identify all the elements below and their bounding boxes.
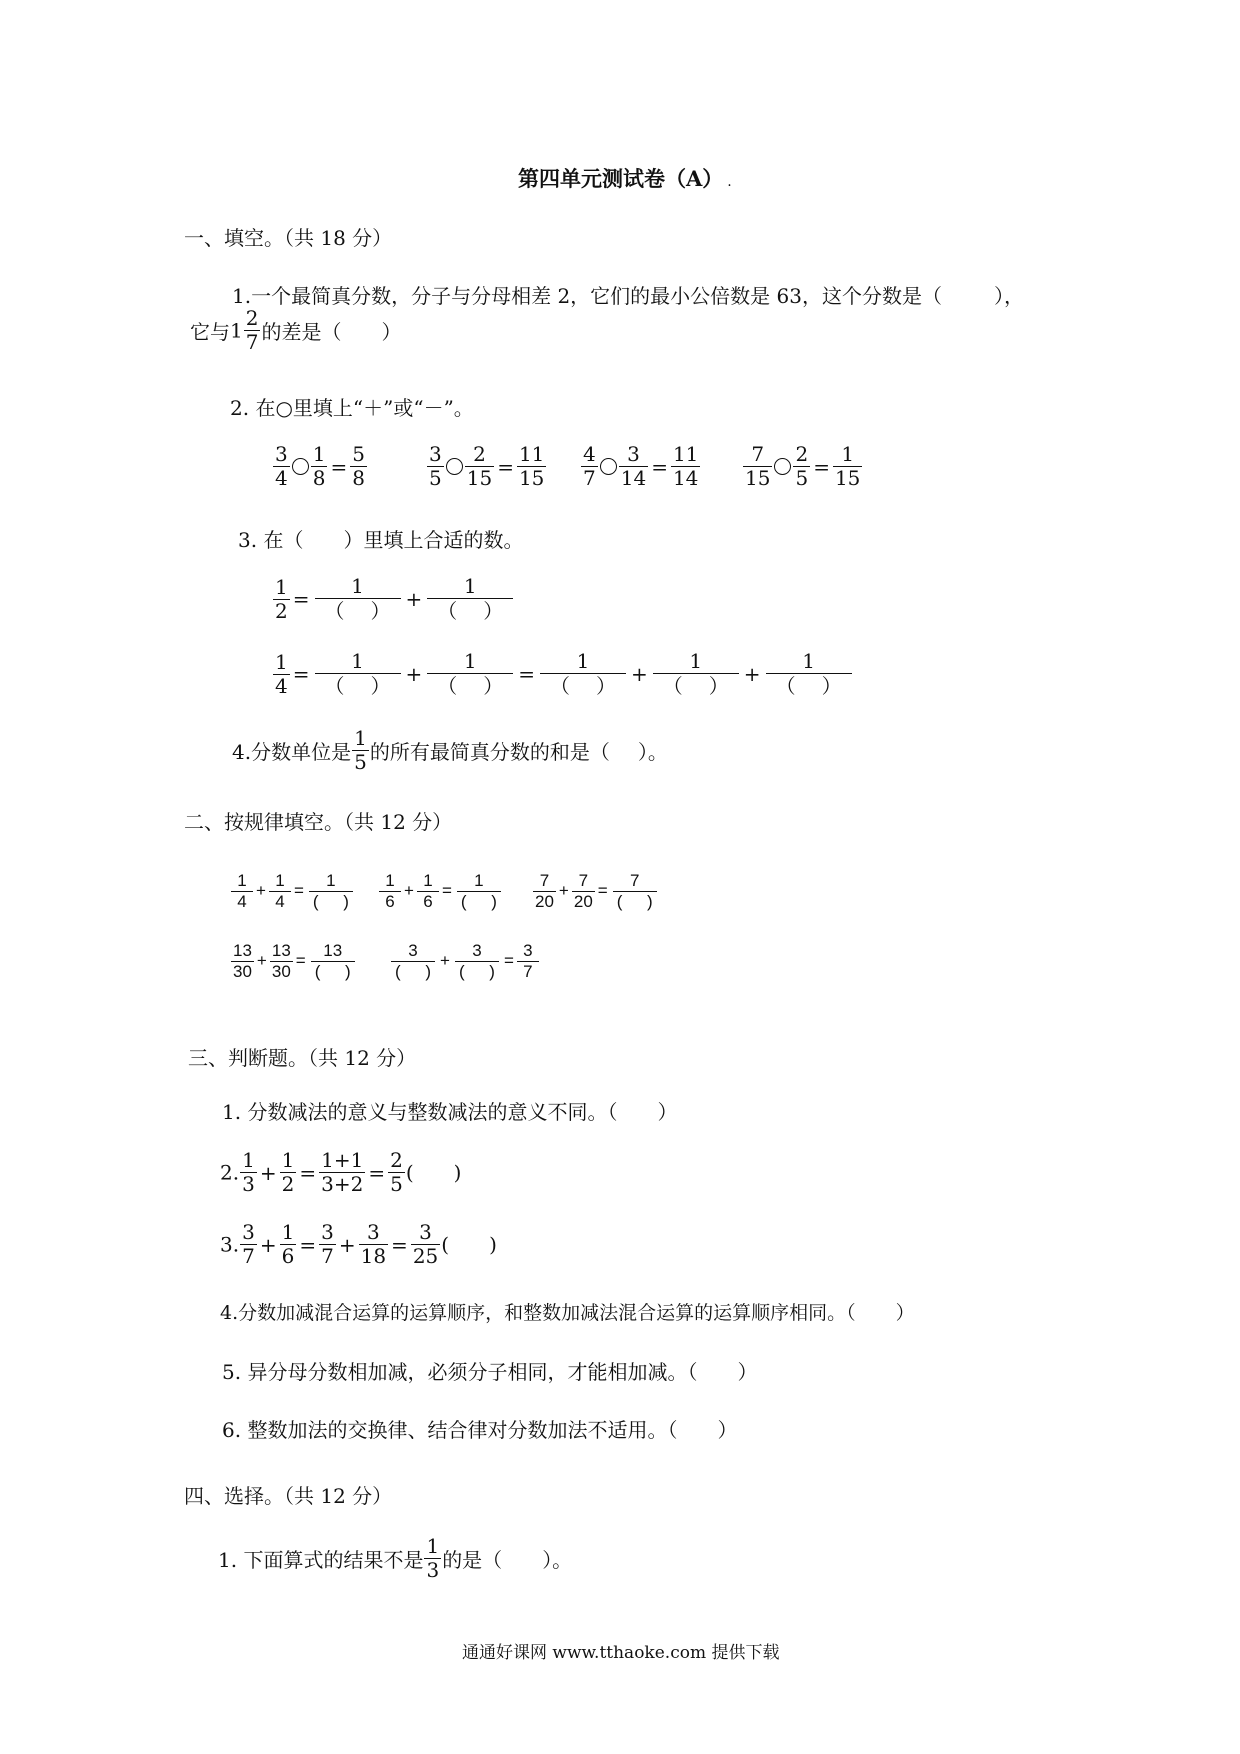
pattern-expr-4: $\frac{13}{30}$ + $\frac{13}{30}$ = 13 ( ) xyxy=(230,942,358,981)
q2-expr-4: $\frac{7}{15}$ $\frac{2}{5}$ = $\frac{1}{15}$ xyxy=(745,442,861,490)
section-2-heading: 二、按规律填空。（共 12 分） xyxy=(184,810,453,834)
q1-line1: 1.一个最简真分数，分子与分母相差 2，它们的最小公倍数是 63，这个分数是（ ）， xyxy=(232,284,1024,308)
section-1-heading: 一、填空。（共 18 分） xyxy=(184,226,393,250)
judge-5: 5. 异分母分数相加减，必须分子相同，才能相加减。（ ） xyxy=(222,1360,758,1384)
q3-line1: $\frac{1}{2}$ = 1 （ ） + 1 （ ） xyxy=(272,576,516,622)
q2-expr-3: $\frac{4}{7}$ $\frac{3}{14}$ = $\frac{11}{14}$ xyxy=(583,442,699,490)
judge-2: 2. $\frac{1}{3}$ + $\frac{1}{2}$ = $\frac{1+1}{3+2}$ = $\frac{2}{5}$ ( ) xyxy=(220,1148,462,1196)
pattern-expr-2: $\frac{1}{6}$ + $\frac{1}{6}$ = 1 ( ) xyxy=(378,872,504,911)
mixed-fraction: $\frac{2}{7}$ xyxy=(245,306,259,354)
q2-text: 2. 在○里填上“＋”或“－”。 xyxy=(230,396,474,420)
q2-expr-2: $\frac{3}{5}$ $\frac{2}{15}$ = $\frac{11}{15}$ xyxy=(429,442,545,490)
q4-line: 4.分数单位是 $\frac{1}{5}$ 的所有最简真分数的和是（ ）。 xyxy=(232,726,668,774)
choice-1: 1. 下面算式的结果不是 $\frac{1}{3}$ 的是（ ）。 xyxy=(218,1534,573,1582)
judge-1: 1. 分数减法的意义与整数减法的意义不同。（ ） xyxy=(222,1100,678,1124)
q3-line2: $\frac{1}{4}$ = 1 （ ） + 1 （ ） = 1 （ ） + 1 （ ） + 1 （ ） xyxy=(272,651,855,697)
q1-line2: 它与1 $\frac{2}{7}$ 的差是（ ） xyxy=(190,306,402,354)
judge-4: 4.分数加减混合运算的运算顺序，和整数加减法混合运算的运算顺序相同。（ ） xyxy=(220,1302,915,1324)
q2-expr-1: $\frac{3}{4}$ $\frac{1}{8}$ = $\frac{5}{8}$ xyxy=(275,442,365,490)
blank-circle xyxy=(774,458,791,475)
page-title: 第四单元测试卷（A） . xyxy=(518,166,732,191)
section-4-heading: 四、选择。（共 12 分） xyxy=(184,1484,393,1508)
pattern-expr-1: $\frac{1}{4}$ + $\frac{1}{4}$ = 1 ( ) xyxy=(230,872,356,911)
judge-3: 3. $\frac{3}{7}$ + $\frac{1}{6}$ = $\frac{3}{7}$ + $\frac{3}{18}$ = $\frac{3}{25}$ ( ) xyxy=(220,1220,497,1268)
pattern-expr-5: 3 ( ) + 3 ( ) = $\frac{3}{7}$ xyxy=(388,942,540,981)
q3-text: 3. 在（ ）里填上合适的数。 xyxy=(238,528,524,552)
blank-circle xyxy=(600,458,617,475)
judge-6: 6. 整数加法的交换律、结合律对分数加法不适用。（ ） xyxy=(222,1418,738,1442)
blank-circle xyxy=(292,458,309,475)
blank-circle xyxy=(446,458,463,475)
footer-text: 通通好课网 www.tthaoke.com 提供下载 xyxy=(462,1643,780,1663)
section-3-heading: 三、判断题。（共 12 分） xyxy=(188,1046,417,1070)
pattern-expr-3: $\frac{7}{20}$ + $\frac{7}{20}$ = 7 ( ) xyxy=(532,872,660,911)
